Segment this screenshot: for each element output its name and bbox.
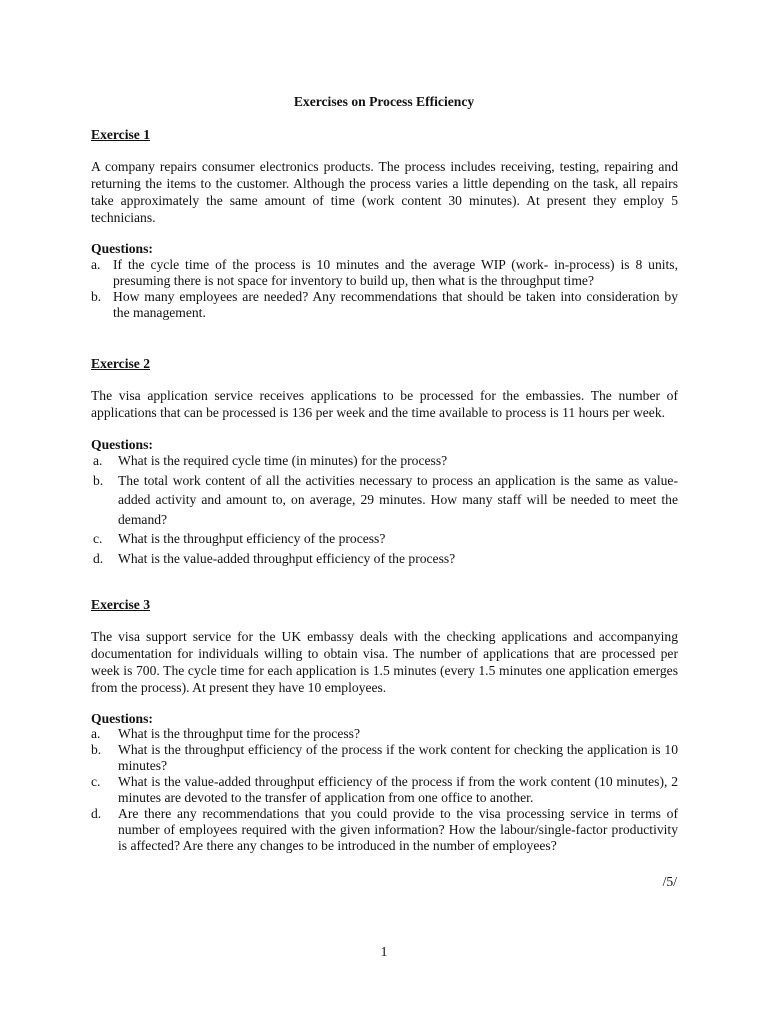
- question-text: What is the throughput efficiency of the process if the work content for checking the application is 10 minutes?: [118, 742, 678, 773]
- question-text: What is the throughput efficiency of the process?: [118, 531, 386, 546]
- question-text: If the cycle time of the process is 10 minutes and the average WIP (work- in-process) is 8 units, presuming there is not space for inventory to build up, then what is the throughput time?: [113, 257, 678, 288]
- exercise-1-paragraph: A company repairs consumer electronics products. The process includes receiving, testing, repairing and returning the items to the customer. Although the process varies a little depending on the task, all repairs take approximately the same amount of time (work content 30 minutes). At present they employ 5 technicians.: [91, 159, 678, 225]
- question-item: [91, 471, 678, 530]
- question-item: [91, 451, 678, 471]
- question-text: What is the value-added throughput efficiency of the process if from the work content (10 minutes), 2 minutes are devoted to the transfer of application from one office to another.: [118, 774, 678, 805]
- exercise-3-questions-label: Questions:: [91, 711, 153, 726]
- question-text: What is the required cycle time (in minutes) for the process?: [118, 453, 448, 468]
- question-text: Are there any recommendations that you could provide to the visa processing service in terms of number of employees required with the given information? How the labour/single-factor productivity is affected? Are there any changes to be introduced in the number of employees?: [118, 806, 678, 853]
- page-number: 1: [380, 944, 388, 959]
- exercise-3-question-list: [91, 726, 678, 854]
- question-letter: b.: [91, 742, 102, 757]
- question-letter: c.: [93, 531, 103, 546]
- question-item: [91, 549, 678, 569]
- question-item: [91, 774, 678, 806]
- exercise-2-questions-label: Questions:: [91, 437, 153, 452]
- document-title: Exercises on Process Efficiency: [293, 94, 475, 109]
- question-text: What is the value-added throughput efficiency of the process?: [118, 550, 456, 566]
- exercise-2-paragraph: The visa application service receives applications to be processed for the embassies. The number of applications that can be processed is 136 per week and the time available to process is 11 hours per week.: [91, 388, 678, 420]
- question-letter: b.: [93, 472, 104, 488]
- exercise-1-question-list: [91, 257, 678, 321]
- question-text: How many employees are needed? Any recommendations that should be taken into consideration by the management.: [113, 289, 678, 320]
- question-letter: a.: [91, 257, 101, 272]
- exercise-2-question-list: [91, 451, 678, 568]
- exercise-3-heading: Exercise 3: [91, 597, 151, 612]
- question-letter: a.: [93, 453, 103, 468]
- question-text: The total work content of all the activities necessary to process an application is the same as value-added activity and amount to, on average, 29 minutes. How many staff will be needed to meet the demand?: [118, 472, 678, 527]
- exercise-2-heading: Exercise 2: [91, 356, 151, 371]
- question-letter: b.: [91, 289, 102, 304]
- question-item: [91, 742, 678, 774]
- question-text: What is the throughput time for the process?: [118, 726, 360, 741]
- question-letter: d.: [93, 550, 104, 566]
- exercise-1-questions-label: Questions:: [91, 241, 153, 256]
- exercise-3-paragraph: The visa support service for the UK embassy deals with the checking applications and accompanying documentation for individuals willing to obtain visa. The number of applications that are processed per week is 700. The cycle time for each application is 1.5 minutes (every 1.5 minutes one application emerges from the process). At present they have 10 employees.: [91, 629, 678, 695]
- question-letter: a.: [91, 726, 101, 741]
- question-letter: c.: [91, 774, 101, 789]
- question-item: [91, 257, 678, 289]
- question-item: [91, 289, 678, 321]
- page-mark: /5/: [662, 874, 677, 889]
- question-item: [91, 529, 678, 549]
- question-letter: d.: [91, 806, 102, 821]
- question-item: [91, 726, 678, 742]
- question-item: [91, 806, 678, 854]
- exercise-1-heading: Exercise 1: [91, 127, 151, 142]
